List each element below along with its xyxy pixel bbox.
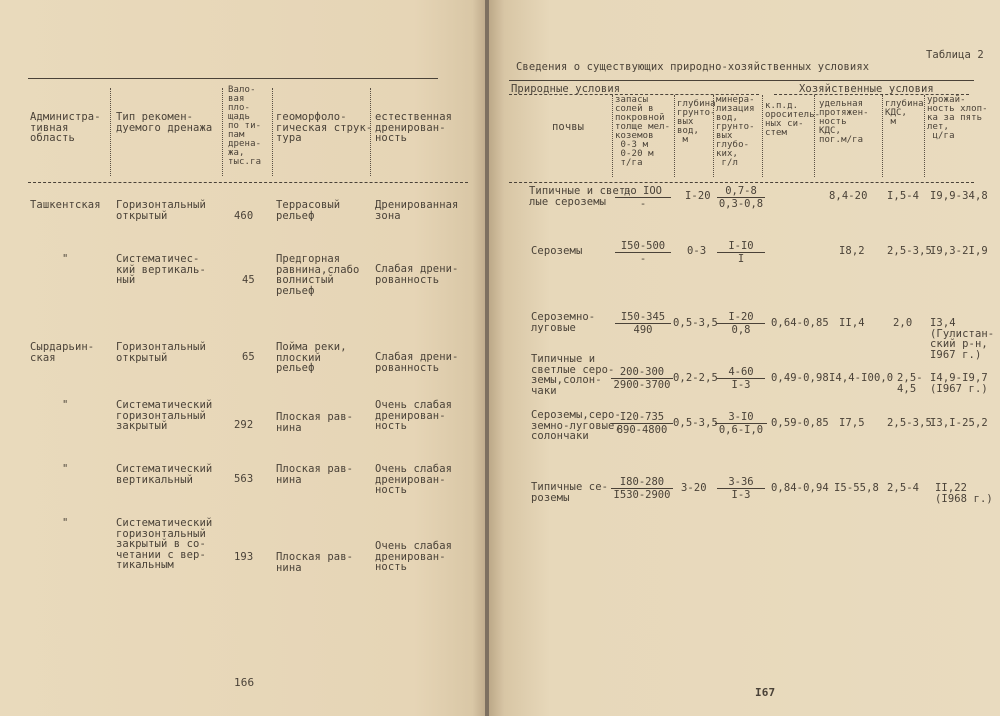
right-page <box>489 0 1000 716</box>
kds-depth-cell: 2,0 <box>893 317 913 329</box>
mineral-top: I-I0 <box>717 240 765 253</box>
kds-depth-cell: 2,5-3,5 <box>887 417 932 429</box>
salts-bottom: - <box>639 198 647 210</box>
mineral-bottom: 0,8 <box>731 324 751 336</box>
kds-length-cell: 8,4-20 <box>829 190 868 202</box>
salts-bottom: 2900-3700 <box>613 379 671 391</box>
gw-cell: 0,5-3,5 <box>673 317 718 329</box>
kds-length-cell: I7,5 <box>839 417 865 429</box>
mineral-fraction <box>717 476 765 501</box>
yield-cell: I4,9-I9,7 (I967 г.) <box>930 372 988 395</box>
mineral-fraction <box>717 240 765 265</box>
drainage-type-cell: Систематический горизонтальный закрытый <box>116 399 213 432</box>
region-cell: " <box>62 463 69 475</box>
page-number-left: 166 <box>234 676 255 689</box>
natural-drain-cell: Очень слабая дренирован- ность <box>375 399 453 432</box>
mineral-bottom: I-3 <box>731 379 751 391</box>
column-divider <box>882 95 883 177</box>
natural-drain-cell: Очень слабая дренирован- ность <box>375 540 453 573</box>
page-number-right: I67 <box>755 686 776 699</box>
kds-length-cell: I4,4-I00,0 <box>829 372 894 384</box>
header-geomorphology: геоморфоло- гическая струк- тура <box>276 111 373 144</box>
yield-cell: I9,3-2I,9 <box>930 245 988 257</box>
area-cell: 193 <box>234 551 254 563</box>
kpd-cell: 0,64-0,85 <box>771 317 829 329</box>
geomorph-cell: Плоская рав- нина <box>276 463 354 486</box>
natural-drain-cell: Дренированная зона <box>375 199 459 222</box>
kds-length-cell: I8,2 <box>839 245 865 257</box>
salts-bottom: - <box>639 253 647 265</box>
kds-length-cell: I5-55,8 <box>834 482 879 494</box>
geomorph-cell: Террасовый рельеф <box>276 199 341 222</box>
column-divider <box>222 88 223 176</box>
mineral-fraction <box>717 185 765 210</box>
column-divider <box>110 88 111 176</box>
gw-cell: 0,2-2,5 <box>673 372 718 384</box>
mineral-top: 0,7-8 <box>717 185 765 198</box>
table-label: Таблица 2 <box>926 49 984 61</box>
header-kds-length: удельная протяжен- ность КДС, пог.м/га <box>819 99 869 145</box>
kds-depth-cell: 2,5-4 <box>887 482 920 494</box>
salts-fraction <box>615 311 671 336</box>
area-cell: 292 <box>234 419 254 431</box>
kpd-cell: 0,84-0,94 <box>771 482 829 494</box>
gw-cell: 3-20 <box>681 482 707 494</box>
area-cell: 460 <box>234 210 254 222</box>
salts-top: I50-500 <box>615 240 671 253</box>
kds-depth-cell: I,5-4 <box>887 190 920 202</box>
column-divider <box>924 95 925 177</box>
salts-fraction <box>611 411 673 436</box>
header-admin-region: Администра- тивная область <box>30 111 101 144</box>
kds-length-cell: II,4 <box>839 317 865 329</box>
salts-bottom: 490 <box>633 324 653 336</box>
header-salts: запасы солей в покровной толще мел- коземов 0-3 м 0-20 м т/га <box>615 95 671 168</box>
kpd-cell: 0,49-0,98 <box>771 372 829 384</box>
kds-depth-cell: 2,5- 4,5 <box>897 372 923 395</box>
drainage-type-cell: Горизонтальный открытый <box>116 341 206 364</box>
soil-cell: Сероземы,серо- земно-луговые, солончаки <box>531 409 621 442</box>
header-kds-depth: глубина КДС, м <box>885 99 924 127</box>
header-kpd: к.п.д. ороситель- ных си- стем <box>765 101 821 138</box>
geomorph-cell: Предгорная равнина,слабо волнистый рельеф <box>276 253 360 297</box>
yield-cell: I9,9-34,8 <box>930 190 988 202</box>
header-gw-depth: глубина грунто- вых вод, м <box>677 99 716 145</box>
geomorph-cell: Пойма реки, плоский рельеф <box>276 341 347 374</box>
header-bottom-rule <box>28 182 468 183</box>
header-natural-drainage: естественная дренирован- ность <box>375 111 453 144</box>
geomorph-cell: Плоская рав- нина <box>276 411 354 434</box>
table-top-rule <box>28 78 438 79</box>
soil-cell: Сероземы <box>531 245 583 257</box>
drainage-type-cell: Горизонтальный открытый <box>116 199 206 222</box>
drainage-type-cell: Систематичес- кий вертикаль- ный <box>116 253 206 286</box>
column-divider <box>674 95 675 177</box>
salts-fraction <box>611 366 673 391</box>
mineral-top: 4-60 <box>717 366 765 379</box>
mineral-fraction <box>715 411 767 436</box>
group-economic-conditions: Хозяйственные условия <box>799 83 934 95</box>
region-cell: " <box>62 399 69 411</box>
area-cell: 563 <box>234 473 254 485</box>
drainage-type-cell: Систематический вертикальный <box>116 463 213 486</box>
soil-cell: Сероземно- луговые <box>531 311 596 334</box>
yield-cell: II,22 (I968 г.) <box>935 482 993 505</box>
gw-cell: I-20 <box>685 190 711 202</box>
salts-top: до IOO <box>615 185 671 198</box>
header-gross-area: Вало- вая пло- щадь по ти- пам дрена- жа, тыс.га <box>228 85 262 167</box>
salts-top: I20-735 <box>611 411 673 424</box>
header-bottom-rule <box>509 182 974 183</box>
mineral-fraction <box>717 311 765 336</box>
salts-top: I80-280 <box>611 476 673 489</box>
yield-cell: I3,I-25,2 <box>930 417 988 429</box>
soil-cell: Типичные и свет- лые сероземы <box>529 185 632 208</box>
salts-top: 200-300 <box>611 366 673 379</box>
salts-fraction <box>611 476 673 501</box>
gw-cell: 0-3 <box>687 245 707 257</box>
region-cell: " <box>62 517 69 529</box>
mineral-bottom: I <box>737 253 745 265</box>
salts-fraction <box>615 185 671 210</box>
column-divider <box>272 88 273 176</box>
natural-drain-cell: Слабая дрени- рованность <box>375 263 459 286</box>
column-divider <box>612 95 613 177</box>
mineral-bottom: 0,6-I,0 <box>718 424 764 436</box>
mineral-top: 3-I0 <box>715 411 767 424</box>
header-mineralization: минера- лизация вод, грунто- вых глубо- ких, г/л <box>716 95 755 168</box>
natural-drain-cell: Слабая дрени- рованность <box>375 351 459 374</box>
salts-bottom: I530-2900 <box>613 489 671 501</box>
mineral-fraction <box>717 366 765 391</box>
left-page <box>0 0 487 716</box>
salts-fraction <box>615 240 671 265</box>
mineral-bottom: 0,3-0,8 <box>718 198 764 210</box>
geomorph-cell: Плоская рав- нина <box>276 551 354 574</box>
drainage-type-cell: Систематический горизонтальный закрытый в со- четании с вер- тикальным <box>116 517 213 571</box>
group-natural-conditions: Природные условия <box>511 83 621 95</box>
mineral-bottom: I-3 <box>731 489 751 501</box>
column-divider <box>762 95 763 177</box>
mineral-top: I-20 <box>717 311 765 324</box>
header-soils: почвы <box>552 121 585 133</box>
region-cell: " <box>62 253 69 265</box>
soil-cell: Типичные и светлые серо- земы,солон- чаки <box>531 353 615 397</box>
region-cell: Сырдарьин- ская <box>30 341 95 364</box>
gw-cell: 0,5-3,5 <box>673 417 718 429</box>
yield-cell: I3,4 (Гулистан- ский р-н, I967 г.) <box>930 317 995 361</box>
table-top-rule <box>509 80 974 81</box>
area-cell: 65 <box>242 351 255 363</box>
mineral-top: 3-36 <box>717 476 765 489</box>
kds-depth-cell: 2,5-3,5 <box>887 245 932 257</box>
salts-top: I50-345 <box>615 311 671 324</box>
region-cell: Ташкентская <box>30 199 101 211</box>
salts-bottom: 890-4800 <box>616 424 668 436</box>
soil-cell: Типичные се- роземы <box>531 481 609 504</box>
header-cotton-yield: урожай- ность хлоп- ка за пять лет, ц/га <box>927 95 988 141</box>
area-cell: 45 <box>242 274 255 286</box>
header-drainage-type: Тип рекомен- дуемого дренажа <box>116 111 213 134</box>
natural-drain-cell: Очень слабая дренирован- ность <box>375 463 453 496</box>
table-title: Сведения о существующих природно-хозяйственных условиях <box>516 61 870 73</box>
kpd-cell: 0,59-0,85 <box>771 417 829 429</box>
